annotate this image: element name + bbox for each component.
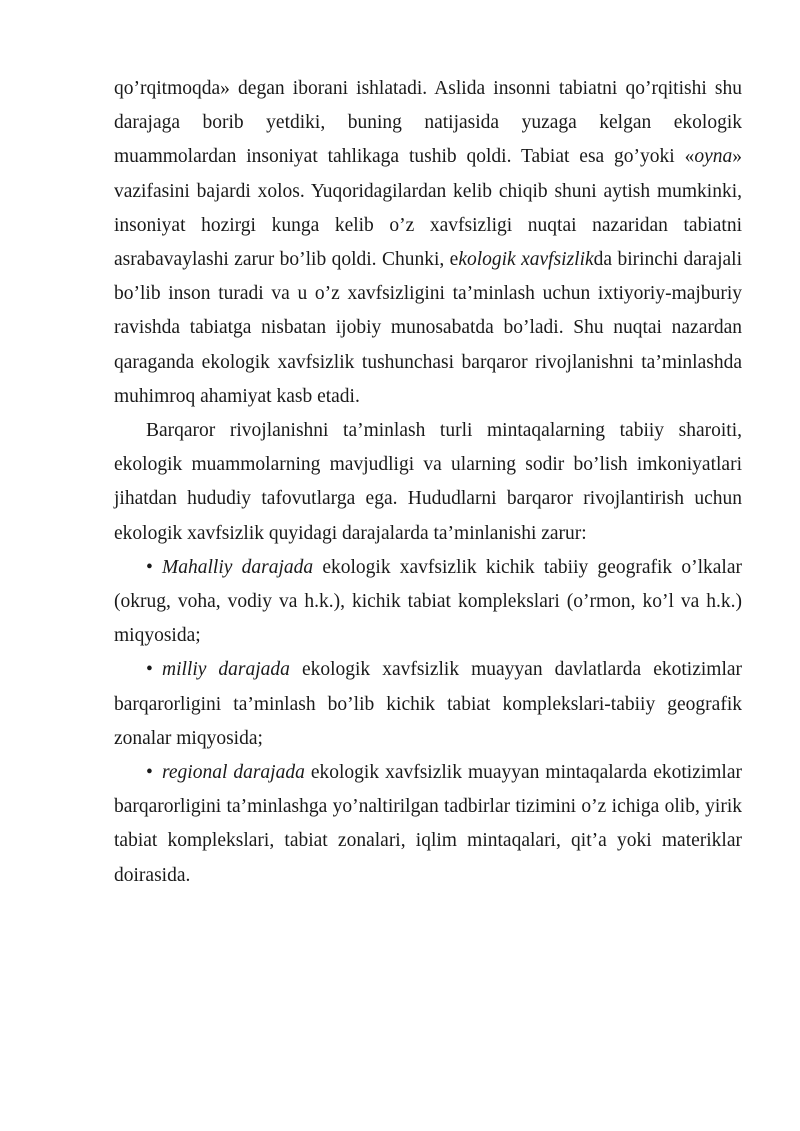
bullet-term: milliy darajada bbox=[162, 659, 290, 681]
paragraph-1-text-b: » vazifasini bajardi xolos. Yuqoridagilardan kelib chiqib shuni aytish mumkinki, insoniyat hozirgi kunga kelib o’z xavfsizligi nuqtai nazaridan tabiatni asrabavaylashi zarur bo’lib qoldi. Chunki, e bbox=[114, 146, 742, 271]
paragraph-2: Barqaror rivojlanishni ta’minlash turli mintaqalarning tabiiy sharoiti, ekologik muammolarning mavjudligi va ularning sodir bo’lish imkoniyatlari jihatdan hududiy tafovutlarga ega. Hududlarni barqaror rivojlantirish uchun ekologik xavfsizlik quyidagi darajalarda ta’minlanishi zarur: bbox=[114, 420, 742, 544]
bullet-item-regional bbox=[114, 756, 742, 893]
bullet-item-milliy bbox=[114, 653, 742, 756]
bullet-text: ekologik xavfsizlik muayyan mintaqalarda ekotizimlar barqarorligini ta’minlashga yo’naltirilgan tadbirlar tizimini o’z ichiga olib, yirik tabiat komplekslari, tabiat zonalari, iqlim mintaqalari, qit’a yoki materiklar doirasida. bbox=[114, 762, 742, 886]
bullet-marker: • bbox=[146, 556, 153, 578]
bullet-text: ekologik xavfsizlik kichik tabiiy geografik o’lkalar (okrug, voha, vodiy va h.k.), kichik tabiat komplekslari (o’rmon, ko’l va h.k.) miqyosida; bbox=[114, 556, 742, 647]
paragraph-1 bbox=[114, 72, 742, 414]
paragraph-1-text-a: qo’rqitmoqda» degan iborani ishlatadi. Aslida insonni tabiatni qo’rqitishi shu darajaga borib yetdiki, buning natijasida yuzaga kelgan ekologik muammolardan insoniyat tahlikaga tushib qoldi. Tabiat esa go’yoki « bbox=[114, 78, 742, 168]
paragraph-1-emphasis-oyna: oyna bbox=[694, 146, 733, 168]
paragraph-1-emphasis-term: kologik xavfsizlik bbox=[458, 249, 594, 271]
document-page bbox=[114, 72, 742, 893]
bullet-item-mahalliy bbox=[114, 551, 742, 654]
bullet-term: Mahalliy darajada bbox=[162, 556, 314, 578]
bullet-text: ekologik xavfsizlik muayyan davlatlarda ekotizimlar barqarorligini ta’minlash bo’lib kichik tabiat komplekslari-tabiiy geografik zonalar miqyosida; bbox=[114, 659, 743, 749]
paragraph-1-text-c: da birinchi darajali bo’lib inson turadi va u o’z xavfsizligini ta’minlash uchun ixtiyoriy-majburiy ravishda tabiatga nisbatan ijobiy munosabatda bo’ladi. Shu nuqtai nazardan qaraganda ekologik xavfsizlik tushunchasi barqaror rivojlanishni ta’minlashda muhimroq ahamiyat kasb etadi. bbox=[114, 249, 742, 407]
bullet-term: regional darajada bbox=[162, 762, 305, 784]
bullet-marker: • bbox=[146, 659, 153, 681]
bullet-marker: • bbox=[146, 762, 153, 784]
